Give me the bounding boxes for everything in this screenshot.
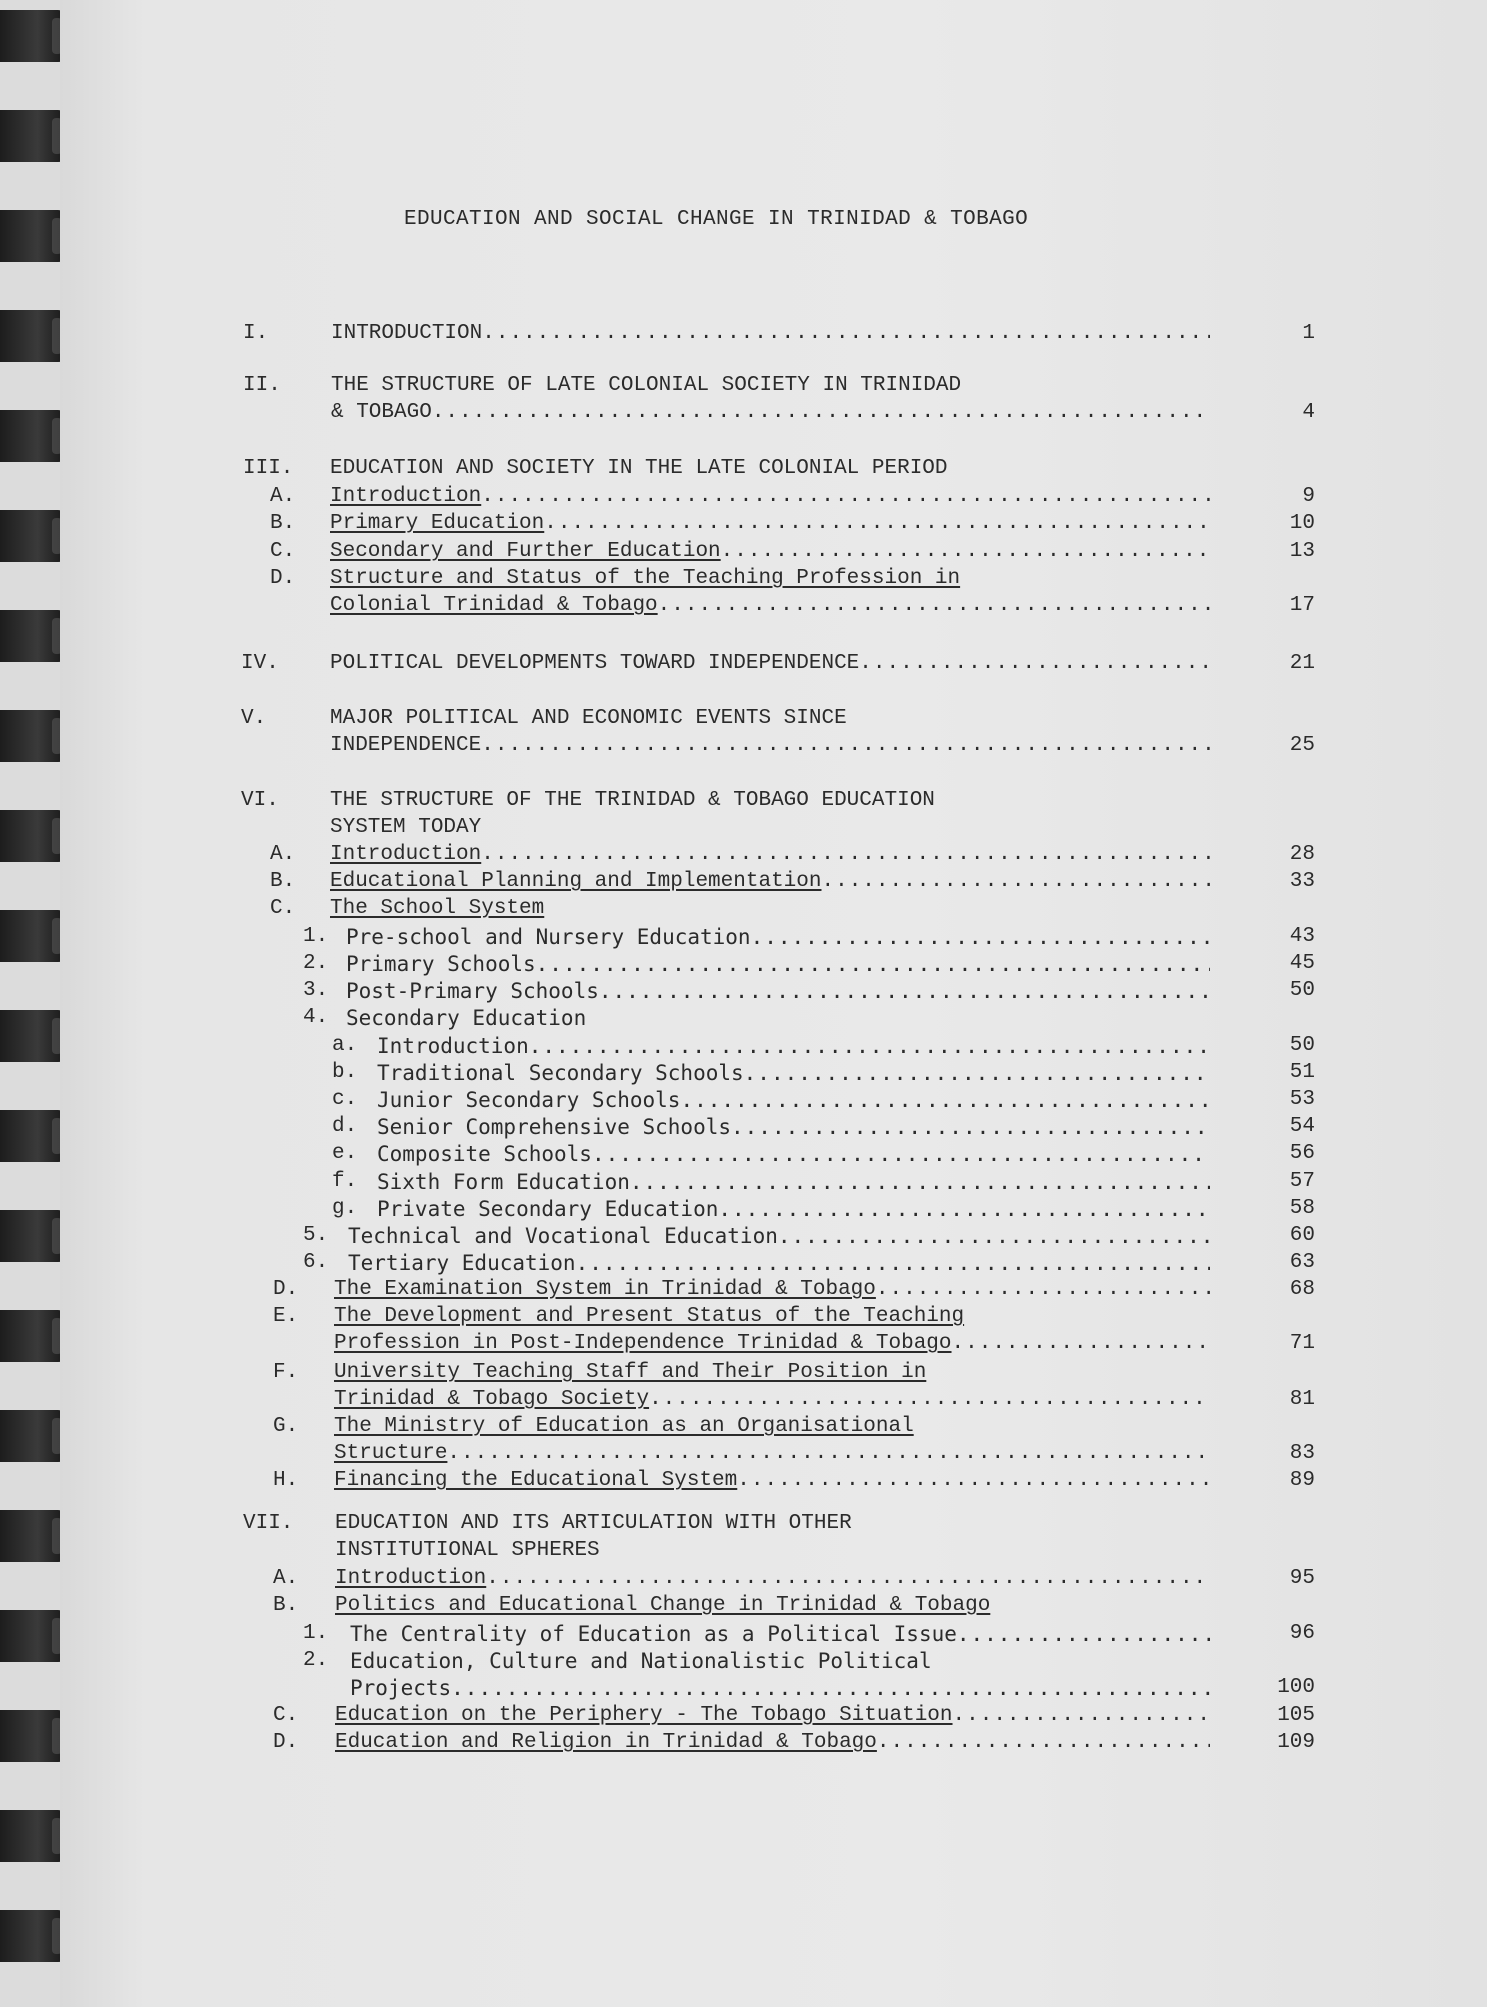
toc-entry-title: THE STRUCTURE OF THE TRINIDAD & TOBAGO EDUCATION [330,789,935,812]
dot-leader [481,485,1210,508]
toc-number: 1. [303,925,329,948]
toc-entry-title: The School System [330,897,545,920]
dot-leader [859,652,1210,675]
toc-page-number: 60 [1289,1224,1315,1247]
toc-number: VI. [241,789,279,812]
toc-entry-title: Secondary Education [346,1006,587,1030]
toc-page-number: 51 [1289,1061,1315,1084]
toc-page-number: 68 [1289,1278,1315,1301]
toc-entry-line [348,1224,1210,1248]
toc-entry-title: Educational Planning and Implementation [330,870,822,893]
toc-entry-line [330,540,1210,563]
binding-ring [0,1610,68,1662]
dot-leader [718,1197,1210,1221]
binding-ring [0,1010,68,1062]
toc-page-number: 13 [1289,540,1315,563]
toc-entry-line [330,594,1210,617]
toc-entry-line [330,870,1210,893]
dot-leader [544,512,1210,535]
toc-entry-title: Composite Schools [377,1142,592,1166]
binding-ring [0,10,68,62]
toc-entry-title: MAJOR POLITICAL AND ECONOMIC EVENTS SINCE [330,707,847,730]
toc-entry-title: INDEPENDENCE [330,734,482,757]
toc-entry-title: Post-Primary Schools [346,979,599,1003]
dot-leader [649,1388,1210,1411]
toc-number: b. [332,1061,358,1084]
toc-entry-title: INTRODUCTION [331,322,483,345]
toc-entry-title: Pre-school and Nursery Education [346,925,751,949]
dot-leader [877,1731,1210,1754]
toc-number: 1. [303,1622,329,1645]
toc-page-number: 109 [1277,1731,1315,1754]
toc-entry-line [330,512,1210,535]
toc-entry-title: Education, Culture and Nationalistic Political [350,1649,932,1673]
dot-leader [778,1224,1210,1248]
toc-page-number: 9 [1302,485,1315,508]
toc-number: H. [273,1469,299,1492]
toc-number: II. [243,374,281,397]
toc-entry-title: Technical and Vocational Education [348,1224,778,1248]
toc-entry-line [335,1594,990,1617]
toc-page-number: 81 [1289,1388,1315,1411]
dot-leader [751,925,1210,949]
toc-entry-title: Education and Religion in Trinidad & Tobago [335,1731,877,1754]
dot-leader [486,1567,1210,1590]
toc-number: E. [273,1305,299,1328]
toc-number: 2. [303,1649,329,1672]
toc-entry-title: Secondary and Further Education [330,540,721,563]
toc-entry-title: EDUCATION AND SOCIETY IN THE LATE COLONIAL PERIOD [330,457,948,480]
toc-entry-title: Junior Secondary Schools [377,1088,681,1112]
dot-leader [592,1142,1210,1166]
dot-leader [630,1170,1210,1194]
toc-entry-line [330,707,847,730]
toc-number: c. [332,1088,358,1111]
toc-entry-line [334,1278,1210,1301]
toc-entry-line [334,1332,1210,1355]
toc-page-number: 45 [1289,952,1315,975]
toc-page-number: 50 [1289,1034,1315,1057]
toc-entry-title: Projects [350,1676,452,1700]
toc-page-number: 57 [1289,1170,1315,1193]
toc-entry-title: Senior Comprehensive Schools [377,1115,732,1139]
binding-ring [0,1810,68,1862]
toc-number: V. [241,707,267,730]
toc-entry-title: Financing the Educational System [334,1469,738,1492]
dot-leader [576,1251,1210,1275]
toc-entry-title: Primary Education [330,512,545,535]
toc-number: A. [270,843,296,866]
binding-ring [0,310,68,362]
toc-entry-line [346,925,1210,949]
toc-entry-title: SYSTEM TODAY [330,816,482,839]
dot-leader [957,1622,1210,1646]
dot-leader [952,1332,1210,1355]
binding-ring [0,410,68,462]
toc-entry-title: The Development and Present Status of the Teaching [334,1305,965,1328]
toc-page-number: 95 [1289,1567,1315,1590]
dot-leader [529,1034,1210,1058]
toc-page-number: 100 [1277,1676,1315,1699]
dot-leader [731,1115,1210,1139]
toc-entry-title: Structure and Status of the Teaching Profession in [330,567,961,590]
toc-number: A. [270,485,296,508]
toc-entry-title: Introduction [330,843,482,866]
toc-page-number: 58 [1289,1197,1315,1220]
toc-entry-title: Primary Schools [346,952,536,976]
document-title: EDUCATION AND SOCIAL CHANGE IN TRINIDAD & TOBAGO [404,208,1029,231]
toc-entry-line [350,1649,932,1673]
binding-ring [0,510,68,562]
toc-page-number: 1 [1302,322,1315,345]
toc-entry-line [334,1361,926,1384]
toc-entry-title: EDUCATION AND ITS ARTICULATION WITH OTHER [335,1512,852,1535]
toc-page-number: 21 [1289,652,1315,675]
toc-entry-line [377,1061,1210,1085]
toc-entry-line [335,1567,1210,1590]
toc-entry-title: Sixth Form Education [377,1170,630,1194]
toc-number: D. [273,1731,299,1754]
toc-entry-title: The Ministry of Education as an Organisational [334,1415,914,1438]
toc-page-number: 89 [1289,1469,1315,1492]
toc-entry-line [377,1170,1210,1194]
toc-entry-line [377,1115,1210,1139]
toc-entry-title: POLITICAL DEVELOPMENTS TOWARD INDEPENDENCE [330,652,860,675]
toc-entry-title: Introduction [330,485,482,508]
toc-page-number: 4 [1302,401,1315,424]
toc-page-number: 17 [1289,594,1315,617]
toc-number: B. [273,1594,299,1617]
toc-entry-title: THE STRUCTURE OF LATE COLONIAL SOCIETY IN TRINIDAD [331,374,962,397]
toc-entry-title: Colonial Trinidad & Tobago [330,594,658,617]
toc-entry-title: Tertiary Education [348,1251,576,1275]
toc-number: G. [273,1415,299,1438]
toc-number: a. [332,1034,358,1057]
toc-number: IV. [241,652,279,675]
dot-leader [432,401,1210,424]
dot-leader [536,952,1210,976]
toc-page-number: 50 [1289,979,1315,1002]
dot-leader [481,843,1210,866]
toc-entry-line [334,1469,1210,1492]
toc-entry-title: Traditional Secondary Schools [377,1061,744,1085]
toc-page-number: 33 [1289,870,1315,893]
toc-entry-title: & TOBAGO [331,401,432,424]
toc-number: B. [270,870,296,893]
toc-entry-line [377,1088,1210,1112]
toc-entry-line [350,1622,1210,1646]
toc-number: e. [332,1142,358,1165]
dot-leader [599,979,1210,1003]
toc-entry-line [335,1539,600,1562]
toc-entry-line [330,897,544,920]
toc-entry-title: Profession in Post-Independence Trinidad & Tobago [334,1332,952,1355]
toc-number: C. [270,897,296,920]
binding-ring [0,710,68,762]
toc-number: f. [332,1170,358,1193]
binding-ring [0,810,68,862]
toc-page-number: 96 [1289,1622,1315,1645]
dot-leader [447,1442,1210,1465]
toc-number: 2. [303,952,329,975]
toc-entry-line [331,401,1210,424]
dot-leader [451,1676,1210,1700]
toc-page-number: 63 [1289,1251,1315,1274]
toc-entry-line [377,1034,1210,1058]
toc-entry-line [346,952,1210,976]
dot-leader [737,1469,1210,1492]
toc-entry-line [330,734,1210,757]
toc-entry-line [330,485,1210,508]
toc-entry-line [334,1388,1210,1411]
toc-number: d. [332,1115,358,1138]
binding-ring [0,1910,68,1962]
toc-page-number: 56 [1289,1142,1315,1165]
toc-entry-line [330,843,1210,866]
toc-number: 5. [303,1224,329,1247]
binding-ring [0,910,68,962]
toc-entry-line [330,789,935,812]
toc-entry-line [350,1676,1210,1700]
toc-entry-line [330,816,481,839]
toc-page-number: 105 [1277,1704,1315,1727]
toc-number: 3. [303,979,329,1002]
dot-leader [953,1704,1210,1727]
toc-entry-line [377,1142,1210,1166]
toc-entry-title: INSTITUTIONAL SPHERES [335,1539,600,1562]
dot-leader [744,1061,1210,1085]
binding-ring [0,110,68,162]
toc-entry-line [346,1006,586,1030]
toc-entry-title: Trinidad & Tobago Society [334,1388,650,1411]
toc-number: I. [243,322,269,345]
binding-ring [0,210,68,262]
binding-ring [0,610,68,662]
binding-ring [0,1210,68,1262]
toc-page-number: 43 [1289,925,1315,948]
dot-leader [680,1088,1210,1112]
toc-entry-line [331,322,1210,345]
toc-entry-line [330,652,1210,675]
toc-entry-line [346,979,1210,1003]
toc-page-number: 71 [1289,1332,1315,1355]
toc-entry-title: The Centrality of Education as a Political Issue [350,1622,957,1646]
dot-leader [721,540,1210,563]
toc-entry-line [377,1197,1210,1221]
toc-number: C. [270,540,296,563]
toc-number: 4. [303,1006,329,1029]
dot-leader [876,1278,1210,1301]
dot-leader [658,594,1210,617]
toc-entry-title: University Teaching Staff and Their Position in [334,1361,927,1384]
toc-entry-title: Introduction [335,1567,487,1590]
toc-number: VII. [243,1512,294,1535]
toc-entry-title: Education on the Periphery - The Tobago Situation [335,1704,953,1727]
toc-entry-title: Introduction [377,1034,529,1058]
toc-entry-title: The Examination System in Trinidad & Tobago [334,1278,876,1301]
toc-page-number: 10 [1289,512,1315,535]
toc-entry-line [335,1731,1210,1754]
toc-number: III. [243,457,294,480]
binding-ring [0,1710,68,1762]
binding-ring [0,1410,68,1462]
toc-number: F. [273,1361,299,1384]
toc-number: A. [273,1567,299,1590]
toc-number: 6. [303,1251,329,1274]
dot-leader [481,734,1210,757]
toc-entry-title: Private Secondary Education [377,1197,719,1221]
binding-ring [0,1110,68,1162]
toc-entry-line [334,1415,914,1438]
toc-entry-line [335,1704,1210,1727]
binding-ring [0,1310,68,1362]
dot-leader [821,870,1210,893]
toc-page-number: 83 [1289,1442,1315,1465]
toc-number: B. [270,512,296,535]
toc-page-number: 54 [1289,1115,1315,1138]
dot-leader [482,322,1210,345]
toc-number: D. [273,1278,299,1301]
toc-entry-line [330,457,948,480]
toc-number: C. [273,1704,299,1727]
binding-ring [0,1510,68,1562]
toc-entry-title: Politics and Educational Change in Trinidad & Tobago [335,1594,991,1617]
toc-entry-line [330,567,960,590]
toc-entry-title: Structure [334,1442,448,1465]
toc-entry-line [348,1251,1210,1275]
toc-entry-line [335,1512,852,1535]
toc-page-number: 53 [1289,1088,1315,1111]
toc-entry-line [334,1305,964,1328]
toc-entry-line [334,1442,1210,1465]
toc-page-number: 28 [1289,843,1315,866]
toc-number: g. [332,1197,358,1220]
toc-number: D. [270,567,296,590]
toc-page-number: 25 [1289,734,1315,757]
toc-entry-line [331,374,961,397]
